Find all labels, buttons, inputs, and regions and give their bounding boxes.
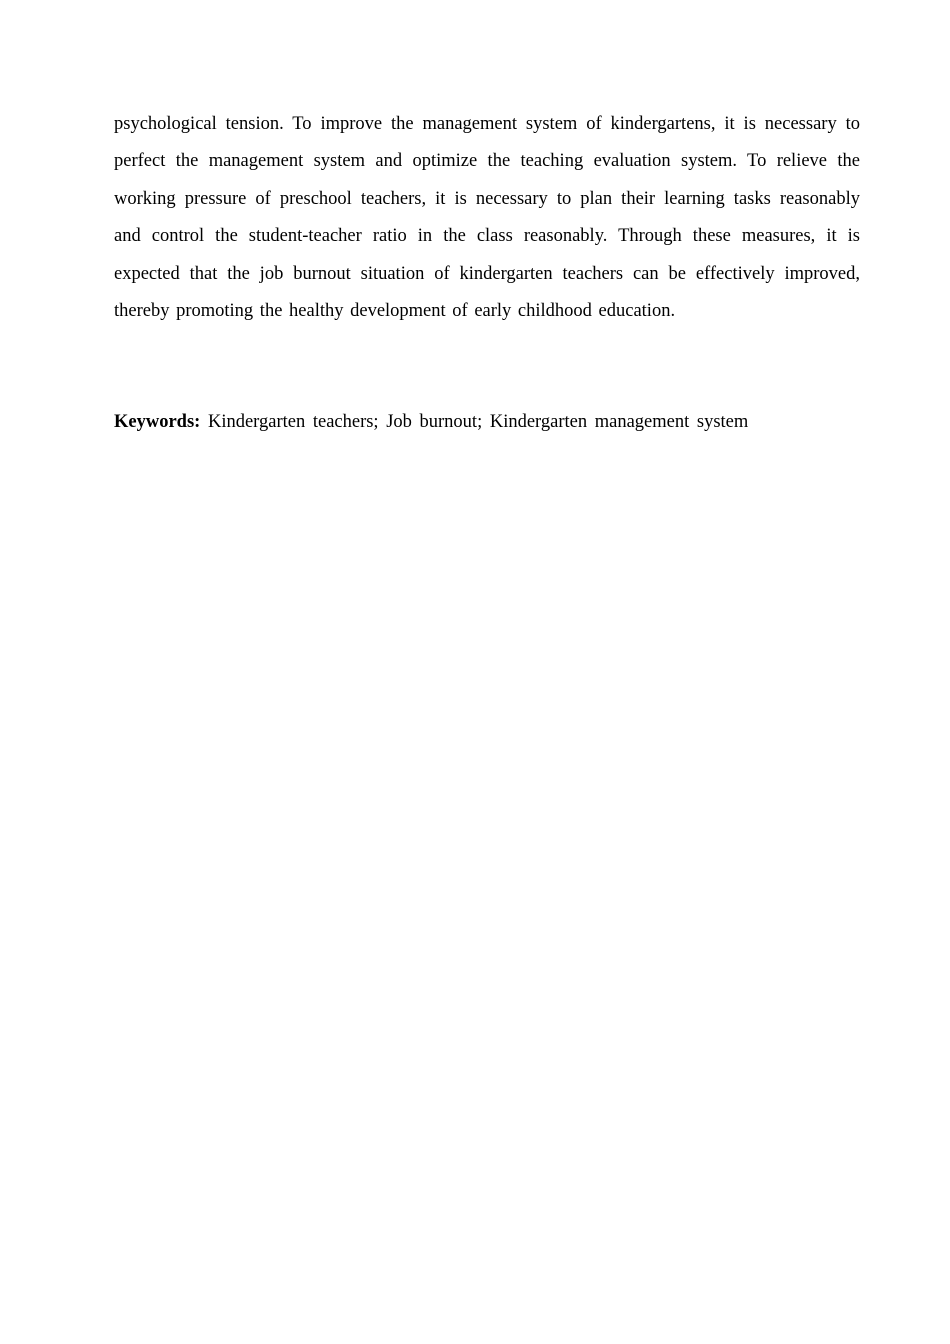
keywords-label: Keywords: [114, 412, 201, 432]
keywords-line [114, 404, 860, 441]
abstract-paragraph: psychological tension. To improve the management system of kindergartens, it is necessary to perfect the management system and optimize the teaching evaluation system. To relieve the working pressure of preschool teachers, it is necessary to plan their learning tasks reasonably and control the student-teacher ratio in the class reasonably. Through these measures, it is expected that the job burnout situation of kindergarten teachers can be effectively improved, thereby promoting the healthy development of early childhood education. [114, 114, 860, 322]
keywords-value: Kindergarten teachers; Job burnout; Kindergarten management system [207, 412, 749, 432]
